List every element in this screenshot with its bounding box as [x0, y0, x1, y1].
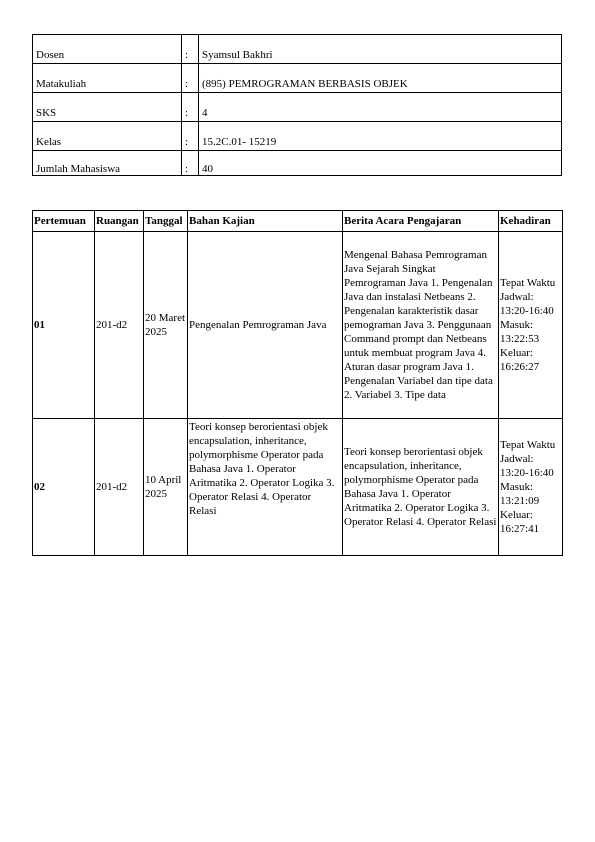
info-value: 15.2C.01- 15219 — [199, 122, 562, 151]
course-info-table — [32, 34, 562, 176]
cell-tanggal: 20 Maret 2025 — [144, 232, 188, 419]
header-tanggal: Tanggal — [144, 211, 188, 232]
table-row — [33, 419, 563, 556]
cell-bahan-kajian: Pengenalan Pemrograman Java — [188, 232, 343, 419]
header-kehadiran: Kehadiran — [499, 211, 563, 232]
info-separator: : — [182, 64, 199, 93]
info-value: (895) PEMROGRAMAN BERBASIS OBJEK — [199, 64, 562, 93]
info-label: Matakuliah — [33, 64, 182, 93]
info-label: SKS — [33, 93, 182, 122]
info-label: Dosen — [33, 35, 182, 64]
info-row-dosen — [33, 35, 562, 64]
cell-berita-acara: Mengenal Bahasa Pemrograman Java Sejarah Singkat Pemrograman Java 1. Pengenalan Java dan instalasi Netbeans 2. Pengenalan karakteristik dasar pemograman Java 3. Penggunaan Command prompt dan Netbeans untuk membuat program Java 4. Aturan dasar program Java 1. Pengenalan Variabel dan tipe data 2. Variabel 3. Tipe data — [343, 232, 499, 419]
cell-pertemuan: 02 — [33, 419, 95, 556]
info-value: Syamsul Bakhri — [199, 35, 562, 64]
info-label: Jumlah Mahasiswa — [33, 151, 182, 176]
info-value: 40 — [199, 151, 562, 176]
info-separator: : — [182, 122, 199, 151]
header-bahan-kajian: Bahan Kajian — [188, 211, 343, 232]
cell-kehadiran: Tepat Waktu Jadwal: 13:20-16:40 Masuk: 13:22:53 Keluar: 16:26:27 — [499, 232, 563, 419]
cell-kehadiran: Tepat Waktu Jadwal: 13:20-16:40 Masuk: 13:21:09 Keluar: 16:27:41 — [499, 419, 563, 556]
info-row-matakuliah — [33, 64, 562, 93]
cell-pertemuan: 01 — [33, 232, 95, 419]
info-value: 4 — [199, 93, 562, 122]
info-separator: : — [182, 93, 199, 122]
info-row-jumlah-mahasiswa — [33, 151, 562, 176]
info-separator: : — [182, 151, 199, 176]
info-label: Kelas — [33, 122, 182, 151]
header-pertemuan: Pertemuan — [33, 211, 95, 232]
teaching-log-table — [32, 210, 563, 556]
cell-ruangan: 201-d2 — [95, 232, 144, 419]
table-header-row — [33, 211, 563, 232]
header-ruangan: Ruangan — [95, 211, 144, 232]
info-separator: : — [182, 35, 199, 64]
cell-bahan-kajian: Teori konsep berorientasi objek encapsulation, inheritance, polymorphisme Operator pada Bahasa Java 1. Operator Aritmatika 2. Operator Logika 3. Operator Relasi 4. Operator Relasi — [188, 419, 343, 556]
cell-ruangan: 201-d2 — [95, 419, 144, 556]
cell-berita-acara: Teori konsep berorientasi objek encapsulation, inheritance, polymorphisme Operator pada Bahasa Java 1. Operator Aritmatika 2. Operator Logika 3. Operator Relasi 4. Operator Relasi — [343, 419, 499, 556]
info-row-kelas — [33, 122, 562, 151]
info-row-sks — [33, 93, 562, 122]
cell-tanggal: 10 April 2025 — [144, 419, 188, 556]
table-row — [33, 232, 563, 419]
header-berita-acara: Berita Acara Pengajaran — [343, 211, 499, 232]
